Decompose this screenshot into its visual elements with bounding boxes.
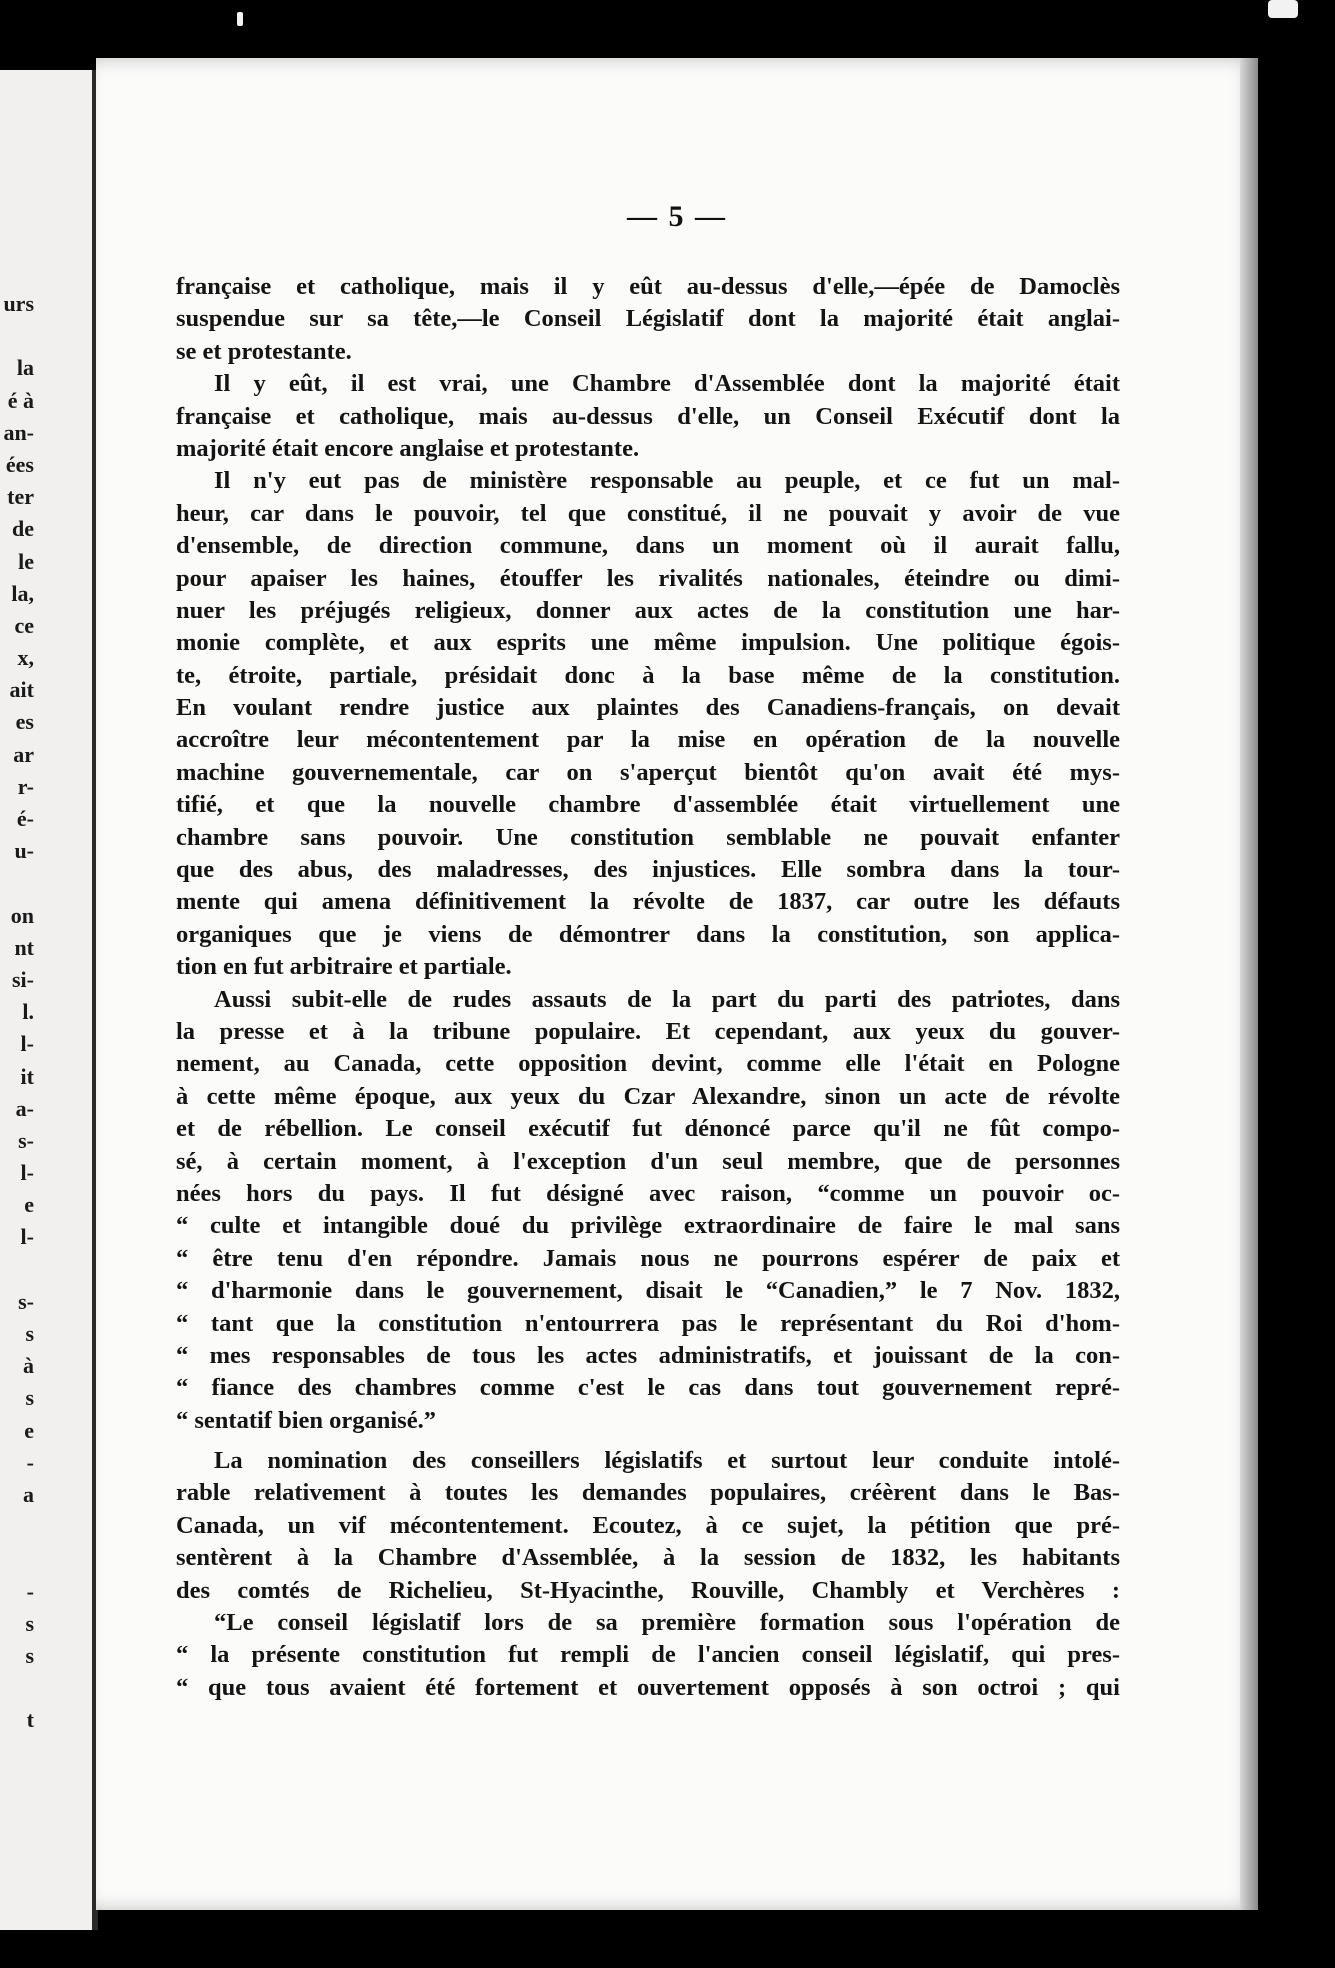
left-fragment: it — [20, 1063, 34, 1089]
left-fragment: e — [24, 1417, 34, 1443]
left-fragment — [0, 1672, 34, 1704]
left-fragment: a — [23, 1481, 34, 1507]
text-line: majorité était encore anglaise et protestante. — [176, 434, 640, 462]
left-fragment: nt — [14, 934, 34, 960]
text-line: que des abus, des maladresses, des injustices. Elle sombra dans la tour- — [176, 856, 1120, 884]
left-fragment — [0, 320, 34, 352]
text-line: Il n'y eut pas de ministère responsable au peuple, et ce fut un mal- — [214, 467, 1120, 495]
text-line: “ que tous avaient été fortement et ouvertement opposés à son octroi ; qui — [176, 1673, 1120, 1701]
text-line: “Le conseil législatif lors de sa première formation sous l'opération de — [214, 1609, 1120, 1637]
text-line: française et catholique, mais il y eût au-dessus d'elle,—épée de Damoclès — [176, 273, 1120, 300]
text-line: des comtés de Richelieu, St-Hyacinthe, Rouville, Chambly et Verchères : — [176, 1576, 1120, 1604]
text-line: à cette même époque, aux yeux du Czar Alexandre, sinon un acte de révolte — [176, 1082, 1120, 1110]
text-line: française et catholique, mais au-dessus d'elle, un Conseil Exécutif dont la — [176, 402, 1120, 430]
left-fragment: la, — [11, 580, 34, 606]
left-fragment: l. — [22, 999, 34, 1025]
left-fragment: ait — [9, 677, 34, 703]
left-fragment: urs — [3, 291, 34, 316]
left-fragment: x, — [17, 645, 34, 671]
left-fragment: s — [25, 1642, 34, 1668]
left-fragment: le — [18, 548, 34, 574]
text-line: mente qui amena définitivement la révolte de 1837, car outre les défauts — [176, 888, 1120, 916]
left-fragment: es — [15, 709, 34, 735]
text-line: “ fiance des chambres comme c'est le cas dans tout gouvernement repré- — [176, 1374, 1120, 1402]
text-line: “ tant que la constitution n'entourrera pas le représentant du Roi d'hom- — [176, 1309, 1120, 1337]
left-fragment: si- — [12, 966, 34, 992]
text-line: organiques que je viens de démontrer dans la constitution, son applica- — [176, 920, 1120, 948]
text-line: d'ensemble, de direction commune, dans un moment où il aurait fallu, — [176, 532, 1120, 560]
text-line: “ culte et intangible doué du privilège extraordinaire de faire le mal sans — [176, 1212, 1120, 1240]
text-line: “ d'harmonie dans le gouvernement, disait le “Canadien,” le 7 Nov. 1832, — [176, 1277, 1120, 1305]
text-line: sentèrent à la Chambre d'Assemblée, à la session de 1832, les habitants — [176, 1544, 1120, 1572]
text-line: Canada, un vif mécontentement. Ecoutez, à ce sujet, la pétition que pré- — [176, 1511, 1120, 1539]
left-fragment — [0, 867, 34, 899]
text-line: te, étroite, partiale, présidait donc à la base même de la constitution. — [176, 661, 1120, 689]
text-line: accroître leur mécontentement par la mise en opération de la nouvelle — [176, 726, 1120, 754]
left-fragment: de — [12, 516, 34, 542]
page-edge — [1240, 58, 1258, 1910]
text-line: monie complète, et aux esprits une même impulsion. Une politique égois- — [176, 629, 1120, 657]
left-page-text-fragments — [0, 288, 34, 1736]
text-line: nement, au Canada, cette opposition devint, comme elle l'était en Pologne — [176, 1050, 1120, 1078]
scan-speck — [237, 12, 243, 26]
text-line: et de rébellion. Le conseil exécutif fut dénoncé parce qu'il ne fût compo- — [176, 1115, 1120, 1143]
left-fragment: l- — [20, 1224, 34, 1250]
left-fragment — [0, 1511, 34, 1543]
left-fragment: - — [26, 1449, 34, 1475]
text-line: En voulant rendre justice aux plaintes des Canadiens-français, on devait — [176, 694, 1120, 722]
left-fragment: u- — [14, 838, 34, 864]
text-line: rable relativement à toutes les demandes populaires, créèrent dans le Bas- — [176, 1479, 1120, 1507]
body-text — [176, 271, 1120, 1704]
text-line: la presse et à la tribune populaire. Et cependant, aux yeux du gouver- — [176, 1017, 1120, 1045]
text-line: chambre sans pouvoir. Une constitution semblable ne pouvait enfanter — [176, 823, 1120, 851]
scan-corner-mark — [1268, 0, 1298, 18]
left-fragment: s — [25, 1321, 34, 1346]
left-fragment: an- — [3, 419, 34, 445]
left-fragment: à — [23, 1353, 34, 1379]
text-line: nuer les préjugés religieux, donner aux actes de la constitution une har- — [176, 596, 1120, 624]
text-line: Aussi subit-elle de rudes assauts de la part du parti des patriotes, dans — [214, 985, 1120, 1013]
text-line: Il y eût, il est vrai, une Chambre d'Assemblée dont la majorité était — [214, 370, 1120, 398]
text-line: machine gouvernementale, car on s'aperçut bientôt qu'on avait été mys- — [176, 758, 1120, 786]
left-fragment: e — [24, 1192, 34, 1218]
text-line: tifié, et que la nouvelle chambre d'assemblée était virtuellement une — [176, 791, 1120, 819]
text-line: heur, car dans le pouvoir, tel que constitué, il ne pouvait y avoir de vue — [176, 499, 1120, 527]
left-fragment: ées — [5, 451, 34, 477]
text-line: suspendue sur sa tête,—le Conseil Législatif dont la majorité était anglai- — [176, 305, 1120, 333]
left-fragment: s — [25, 1610, 34, 1636]
text-line: tion en fut arbitraire et partiale. — [176, 953, 512, 981]
left-fragment: ter — [7, 484, 34, 510]
text-line: nées hors du pays. Il fut désigné avec raison, “comme un pouvoir oc- — [176, 1179, 1120, 1207]
text-line: “ sentatif bien organisé.” — [176, 1406, 436, 1434]
text-line: La nomination des conseillers législatifs et surtout leur conduite intolé- — [214, 1447, 1120, 1475]
text-line: “ être tenu d'en répondre. Jamais nous ne pourrons espérer de paix et — [176, 1244, 1120, 1272]
text-line: se et protestante. — [176, 337, 352, 365]
left-page — [0, 70, 98, 1930]
left-fragment: r- — [17, 773, 34, 799]
left-fragment: é- — [16, 806, 34, 831]
left-fragment: ce — [14, 612, 34, 638]
page-number: — 5 — — [627, 200, 727, 233]
left-fragment: on — [10, 902, 34, 928]
left-fragment: - — [26, 1578, 34, 1604]
left-fragment: l- — [20, 1160, 34, 1186]
left-fragment: s- — [18, 1288, 34, 1314]
left-fragment — [0, 1254, 34, 1286]
left-fragment: ar — [13, 741, 34, 767]
text-line: “ mes responsables de tous les actes administratifs, et jouissant de la con- — [176, 1341, 1120, 1369]
text-line: sé, à certain moment, à l'exception d'un seul membre, que de personnes — [176, 1147, 1120, 1175]
left-fragment: l- — [20, 1031, 34, 1057]
right-page — [96, 58, 1258, 1910]
left-fragment: la — [16, 355, 34, 381]
text-line: “ la présente constitution fut rempli de l'ancien conseil législatif, qui pres- — [176, 1641, 1120, 1669]
left-fragment: s- — [18, 1127, 34, 1153]
left-fragment: é à — [7, 387, 34, 413]
left-fragment: t — [26, 1707, 34, 1733]
left-fragment: a- — [15, 1095, 34, 1121]
left-fragment: s — [25, 1385, 34, 1411]
text-line: pour apaiser les haines, étouffer les rivalités nationales, éteindre ou dimi- — [176, 564, 1120, 592]
left-fragment — [0, 1543, 34, 1575]
